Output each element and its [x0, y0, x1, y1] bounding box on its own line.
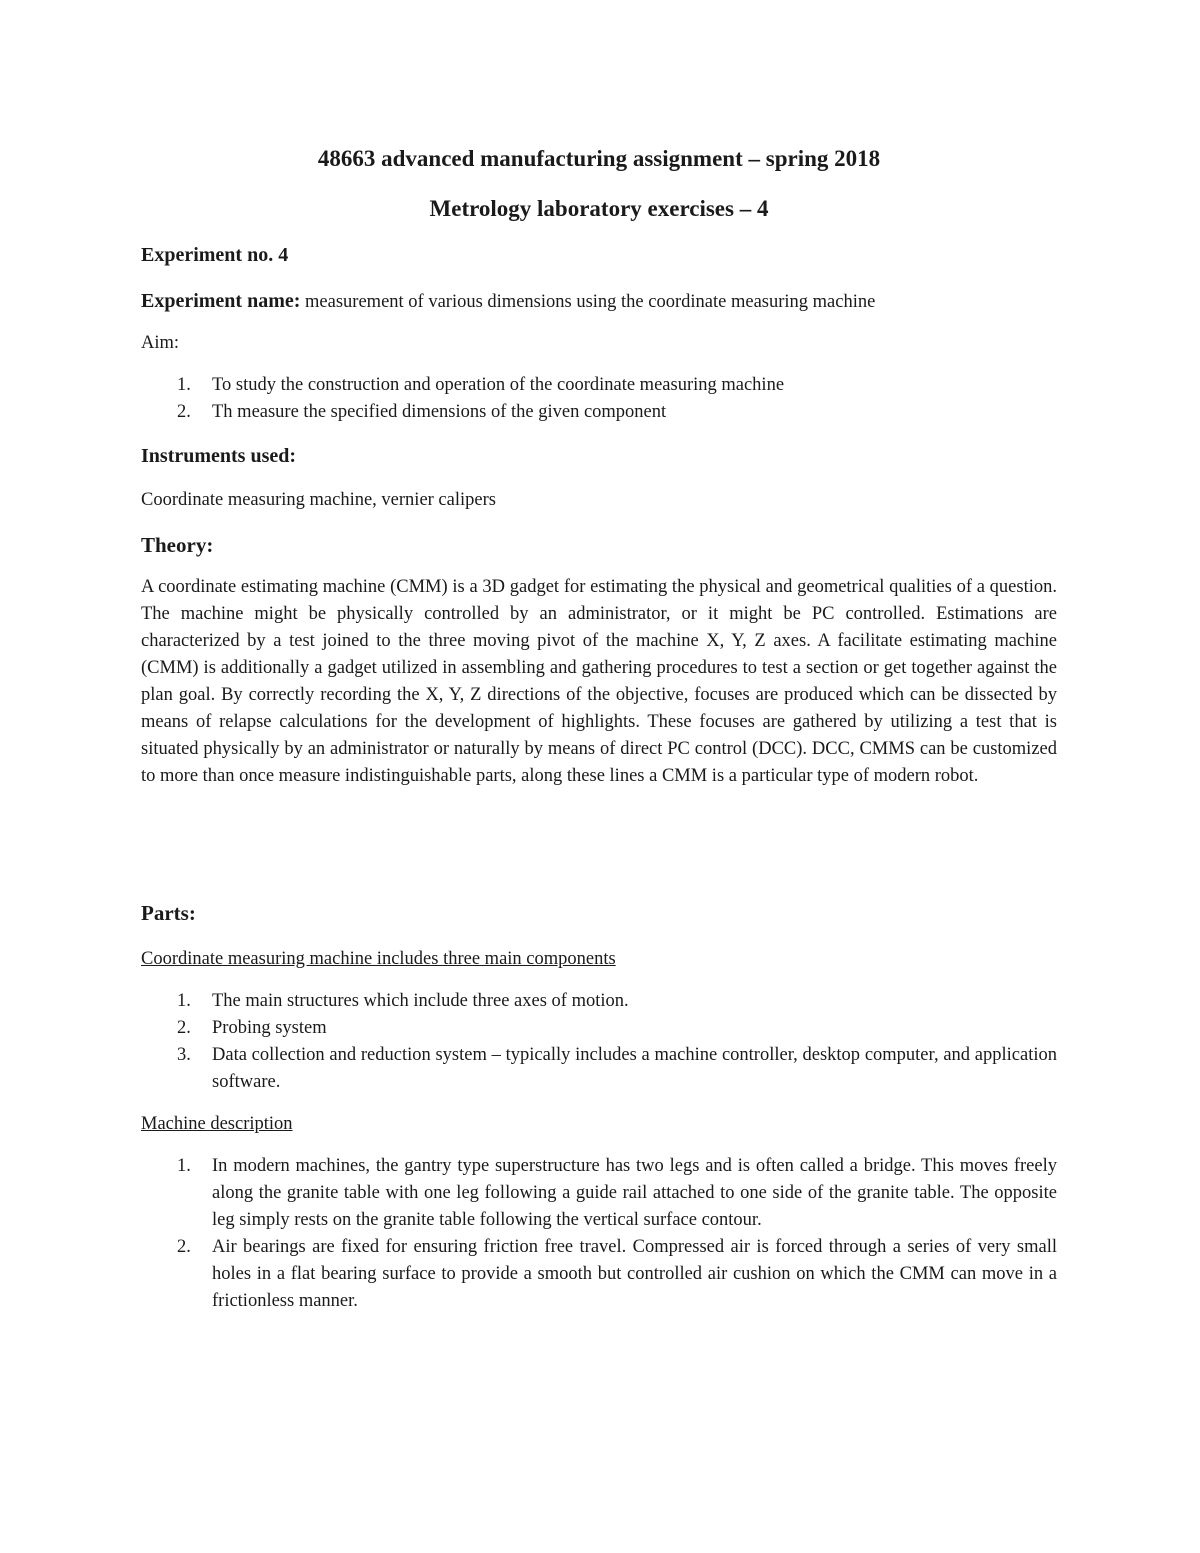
instruments-text: Coordinate measuring machine, vernier calipers	[141, 490, 496, 510]
aim-list	[141, 372, 1057, 426]
list-item	[141, 1153, 1057, 1234]
experiment-name-label: Experiment name:	[141, 290, 301, 312]
list-number: 1.	[177, 1156, 191, 1176]
machine-description-heading	[141, 1111, 1057, 1138]
list-number: 1.	[177, 375, 191, 395]
list-number: 3.	[177, 1045, 191, 1065]
experiment-name	[141, 288, 1057, 316]
theory-heading: Theory:	[141, 533, 214, 557]
list-number: 2.	[177, 402, 191, 422]
experiment-number: Experiment no. 4	[141, 244, 289, 266]
document-title: 48663 advanced manufacturing assignment – spring 2018	[317, 146, 881, 171]
document-subtitle: Metrology laboratory exercises – 4	[429, 196, 769, 221]
instruments-heading: Instruments used:	[141, 445, 297, 467]
list-item	[141, 988, 1057, 1015]
parts-list	[141, 988, 1057, 1096]
list-text: In modern machines, the gantry type superstructure has two legs and is often called a bridge. This moves freely along the granite table with one leg following a guide rail attached to one side of the granite table. The opposite leg simply rests on the granite table following the vertical surface contour.	[212, 1156, 1057, 1230]
parts-intro-text: Coordinate measuring machine includes three main components	[141, 949, 616, 969]
parts-heading: Parts:	[141, 901, 196, 925]
list-text: Probing system	[212, 1018, 327, 1038]
parts-intro	[141, 946, 1057, 973]
list-text: The main structures which include three axes of motion.	[212, 991, 629, 1011]
list-text: Data collection and reduction system – typically includes a machine controller, desktop computer, and application software.	[212, 1045, 1057, 1092]
list-number: 2.	[177, 1018, 191, 1038]
theory-paragraph: A coordinate estimating machine (CMM) is a 3D gadget for estimating the physical and geometrical qualities of a question. The machine might be physically controlled by an administrator, or it might be PC controlled. Estimations are characterized by a test joined to the three moving pivot of the machine X, Y, Z axes. A facilitate estimating machine (CMM) is additionally a gadget utilized in assembling and gathering procedures to test a section or get together against the plan goal. By correctly recording the X, Y, Z directions of the objective, focuses are produced which can be dissected by means of relapse calculations for the development of highlights. These focuses are gathered by utilizing a test that is situated physically by an administrator or naturally by means of direct PC control (DCC). DCC, CMMS can be customized to more than once measure indistinguishable parts, along these lines a CMM is a particular type of modern robot.	[141, 577, 1057, 786]
list-item	[141, 1234, 1057, 1315]
list-text: Air bearings are fixed for ensuring friction free travel. Compressed air is forced through a series of very small holes in a flat bearing surface to provide a smooth but controlled air cushion on which the CMM can move in a frictionless manner.	[212, 1237, 1057, 1311]
machine-description-text: Machine description	[141, 1114, 293, 1134]
list-text: Th measure the specified dimensions of the given component	[212, 402, 667, 422]
list-item	[141, 372, 1057, 399]
list-number: 1.	[177, 991, 191, 1011]
list-number: 2.	[177, 1237, 191, 1257]
list-item	[141, 399, 1057, 426]
experiment-name-value: measurement of various dimensions using the coordinate measuring machine	[300, 292, 876, 312]
list-item	[141, 1042, 1057, 1096]
aim-label: Aim:	[141, 333, 180, 353]
list-text: To study the construction and operation of the coordinate measuring machine	[212, 375, 785, 395]
list-item	[141, 1015, 1057, 1042]
machine-description-list	[141, 1153, 1057, 1315]
